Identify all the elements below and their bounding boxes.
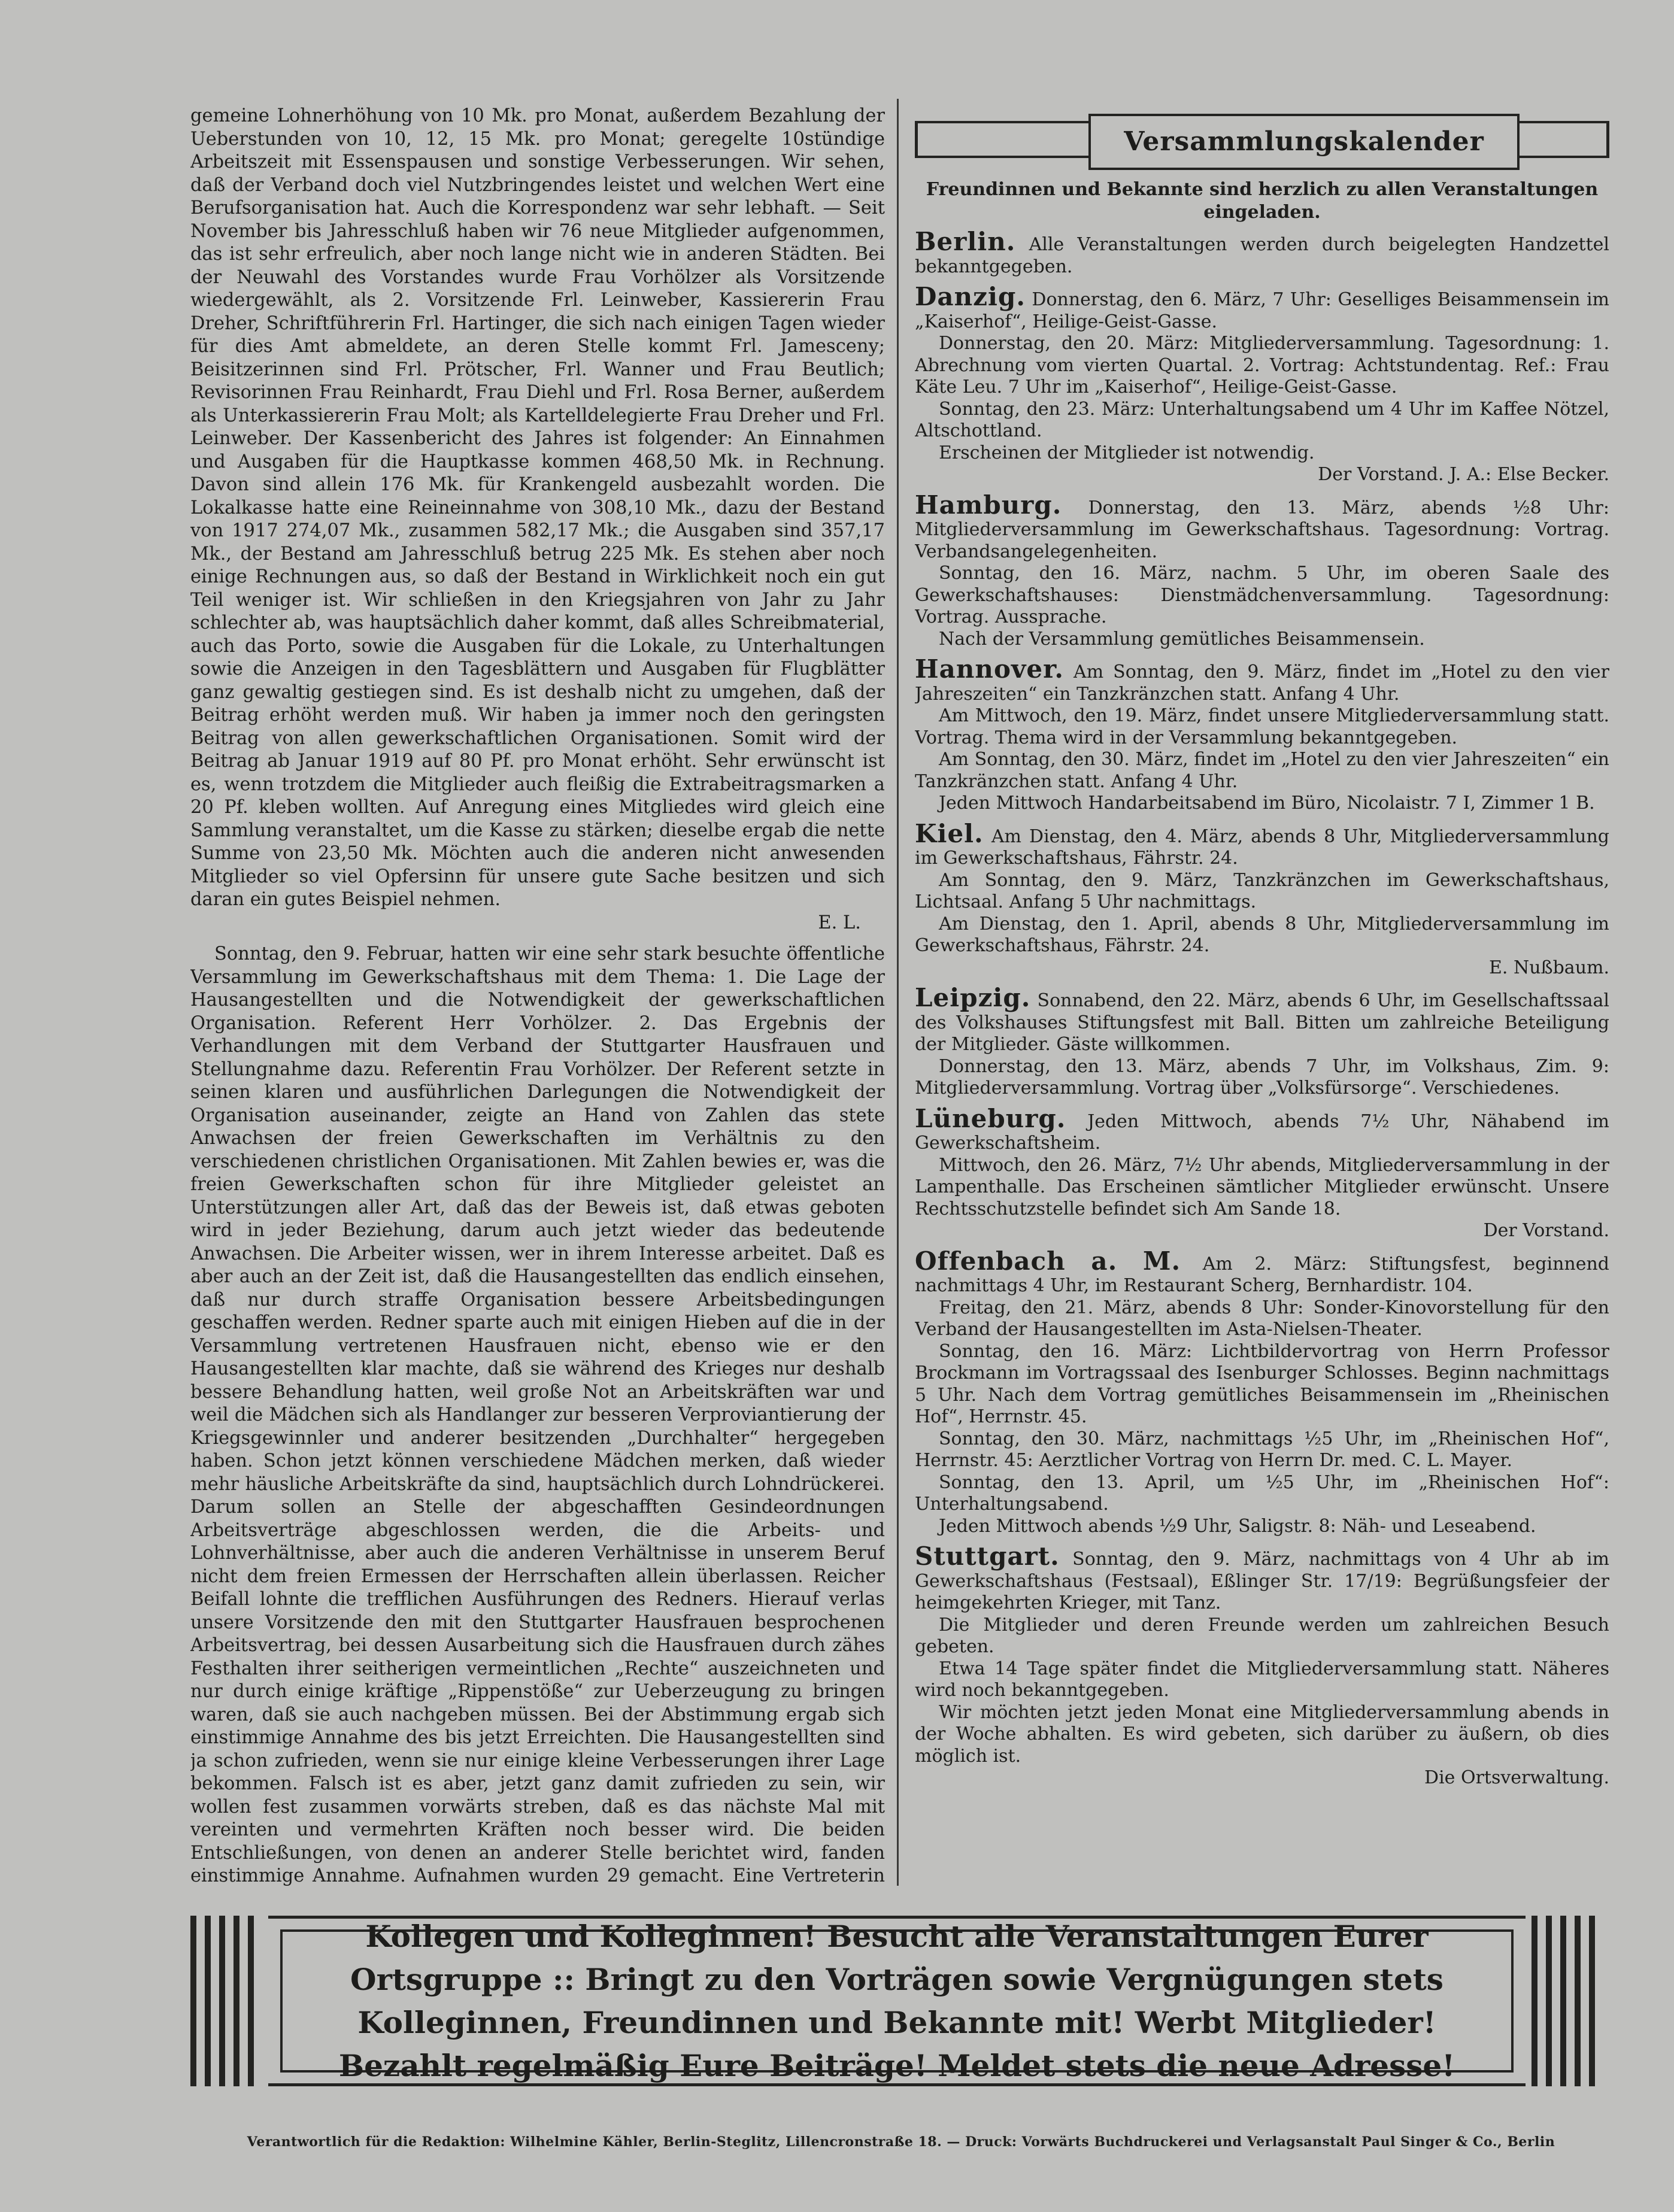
entry-text: Sonntag, den 23. März: Unterhaltungsabend um 4 Uhr im Kaffee Nötzel, Altschottland. [915,398,1609,441]
column-divider [897,99,899,1886]
entry-line [915,1297,1609,1341]
entry-text: Sonntag, den 13. April, um ½5 Uhr, im „Rheinischen Hof“: Unterhaltungsabend. [915,1471,1609,1515]
entry-line [915,399,1609,442]
banner-stripes-right [1532,1916,1603,2086]
report-text-2: Sonntag, den 9. Februar, hatten wir eine sehr stark besuchte öffentliche Versammlung im Gewerkschaftshaus mit dem Thema: 1. Die Lage der Hausangestellten und die Notwendigkeit der gewerkschaftlichen Organisation. Referent Herr Vorhölzer. 2. Das Ergebnis der Verhandlungen mit dem Verband der Stuttgarter Hausfrauen und Stellungnahme dazu. Referentin Frau Vorhölzer. Der Referent setzte in seinen klaren und ausführlichen Darlegungen die Notwendigkeit der Organisation auseinander, zeigte an Hand von Zahlen das stete Anwachsen der freien Gewerkschaften im Verhältnis zu den verschiedenen christlichen Organisationen. Mit Zahlen bewies er, was die freien Gewerkschaften schon für ihre Mitglieder geleistet an Unterstützungen aller Art, daß das der Beweis ist, daß etwas geboten wird in jeder Beziehung, darum auch jetzt wieder das bedeutende Anwachsen. Die Arbeiter wissen, wer in ihrem Interesse arbeitet. Daß es aber auch an der Zeit ist, daß die Hausangestellten das endlich einsehen, daß nur durch straffe Organisation bessere Arbeitsbedingungen geschaffen werden. Redner sparte auch mit einigen Hieben auf die in der Versammlung vertretenen Hausfrauen nicht, ebenso wie er den Hausangestellten klar machte, daß sie während des Krieges nur deshalb bessere Behandlung hatten, weil große Not an Arbeitskräften war und weil die Mädchen sich als Handlanger zur besseren Verproviantierung der Kriegsgewinnler und anderer besitzenden „Durchhalter“ hergegeben haben. Schon jetzt können verschiedene Mädchen merken, daß wieder mehr häusliche Arbeitskräfte da sind, hauptsächlich durch Lohndrückerei. Darum sollen an Stelle der abgeschafften Gesindeordnungen Arbeitsverträge abgeschlossen werden, die die Arbeits- und Lohnverhältnisse, aber auch die anderen Verhältnisse in unserem Beruf nicht dem freien Ermessen der Herrschaften allein überlassen. Reicher Beifall lohnte die trefflichen Ausführungen des Redners. Hierauf verlas unsere Vorsitzende den mit den Stuttgarter Hausfrauen besprochenen Arbeitsvertrag, bei dessen Ausarbeitung sich die Hausfrauen durch zähes Festhalten ihrer seitherigen vermeintlichen „Rechte“ auszeichneten und nur durch einige kräftige „Rippenstöße“ zur Ueberzeugung zu bringen waren, daß sie auch nachgeben müssen. Bei der Abstimmung ergab sich einstimmige Annahme des bis jetzt Erreichten. Die Hausangestellten sind ja schon zufrieden, wenn sie nur einige kleine Verbesserungen ihrer Lage bekommen. Falsch ist es aber, jetzt ganz damit zufrieden zu sein, wir wollen fest zusammen vorwärts streben, daß es das nächste Mal mit vereinten und vermehrten Kräften noch besser wird. Die beiden Entschließungen, von denen an anderer Stelle berichtet wird, fanden einstimmige Annahme. Aufnahmen wurden 29 gemacht. Eine Vertreterin [190,943,885,1886]
entry-line [915,654,1609,705]
entry-line [915,227,1609,278]
calendar-entry [915,490,1609,651]
entry-line [915,333,1609,399]
entry-text: Donnerstag, den 20. März: Mitgliederversammlung. Tagesordnung: 1. Abrechnung vom vierten Quartal. 2. Vortrag: Achtstundentag. Ref.: Frau Käte Leu. 7 Uhr im „Kaiserhof“, Heilige-Geist-Gasse. [915,333,1609,398]
entry-line [915,793,1609,815]
entry-text: Sonnabend, den 22. März, abends 6 Uhr, im Gesellschaftssaal des Volkshauses Stiftungsfest mit Ball. Bitten um zahlreiche Beteiligung der Mitglieder. Gäste willkommen. [915,990,1609,1055]
imprint-footer: Verantwortlich für die Redaktion: Wilhelmine Kähler, Berlin-Steglitz, Lillencronstraße 18. — Druck: Vorwärts Buchdruckerei und Verlagsanstalt Paul Singer & Co., Berlin [247,2134,1555,2150]
entry-text: Sonntag, den 16. März, nachm. 5 Uhr, im oberen Saale des Gewerkschaftshauses: Dienstmädchenversammlung. Tagesordnung: Vortrag. Aussprache. [915,563,1609,627]
entry-line [915,442,1609,465]
report-text-1: gemeine Lohnerhöhung von 10 Mk. pro Monat, außerdem Bezahlung der Ueberstunden von 10, 12, 15 Mk. pro Monat; geregelte 10stündige Arbeitszeit mit Essenspausen und sonstige Verbesserungen. Wir sehen, daß der Verband doch viel Nutzbringendes leistet und welchen Wert eine Berufsorganisation hat. Auch die Korrespondenz war sehr lebhaft. — Seit November bis Jahresschluß haben wir 76 neue Mitglieder aufgenommen, das ist sehr erfreulich, aber noch lange nicht wie in anderen Städten. Bei der Neuwahl des Vorstandes wurde Frau Vorhölzer als Vorsitzende wiedergewählt, als 2. Vorsitzende Frl. Leinweber, Kassiererin Frau Dreher, Schriftführerin Frl. Hartinger, die sich nach einigen Tagen wieder für dies Amt abmeldete, an deren Stelle kommt Frl. Jamesceny; Beisitzerinnen sind Frl. Prötscher, Frl. Wanner und Frau Beutlich; Revisorinnen Frau Reinhardt, Frau Diehl und Frl. Rosa Berner, außerdem als Unterkassiererin Frau Molt; als Kartelldelegierte Frau Dreher und Frl. Leinweber. Der Kassenbericht des Jahres ist folgender: An Einnahmen und Ausgaben für die Hauptkasse kommen 468,50 Mk. in Rechnung. Davon sind allein 176 Mk. für Krankengeld ausbezahlt worden. Die Lokalkasse hatte eine Reineinnahme von 308,10 Mk., dazu der Bestand von 1917 274,07 Mk., zusammen 582,17 Mk.; die Ausgaben sind 357,17 Mk., der Bestand am Jahresschluß betrug 225 Mk. Es stehen aber noch einige Rechnungen aus, so daß der Bestand in Wirklichkeit noch ein gut Teil weniger ist. Wir schließen in den Kriegsjahren von Jahr zu Jahr schlechter ab, was hauptsächlich daher kommt, daß alles Schreibmaterial, auch das Porto, sowie die Ausgaben für die Lokale, zu Unterhaltungen sowie die Anzeigen in den Tagesblättern und Ausgaben für Flugblätter ganz gewaltig gestiegen sind. Es ist deshalb nicht zu umgehen, daß der Beitrag erhöht werden muß. Wir haben ja immer noch den geringsten Beitrag von allen gewerkschaftlichen Organisationen. Somit wird der Beitrag ab Januar 1919 auf 80 Pf. pro Monat erhöht. Sehr erwünscht ist es, wenn trotzdem die Mitglieder auch fleißig die Extrabeitragsmarken a 20 Pf. kleben wollten. Auf Anregung eines Mitgliedes wird gleich eine Sammlung veranstaltet, um die Kasse zu stärken; dieselbe ergab die nette Summe von 23,50 Mk. Möchten auch die anderen nicht anwesenden Mitglieder so viel Opfersinn für unsere gute Sache besitzen und sich daran ein gutes Beispiel nehmen. [190,105,885,910]
header-cap-left [915,121,918,158]
header-cap-right [1606,121,1609,158]
entry-line [915,1542,1609,1615]
entry-signature: E. Nußbaum. [1489,957,1609,978]
entry-line [915,1702,1609,1768]
entry-line [915,1615,1609,1658]
entry-line [915,1472,1609,1516]
entry-text: Jeden Mittwoch abends ½9 Uhr, Saligstr. 8: Näh- und Leseabend. [939,1515,1536,1537]
entry-line [915,282,1609,333]
entry-text: Die Mitglieder und deren Freunde werden um zahlreichen Besuch gebeten. [915,1614,1609,1657]
entry-city: Danzig. [915,282,1026,311]
entry-city: Kiel. [915,818,984,848]
entry-text: Am Sonntag, den 30. März, findet im „Hotel zu den vier Jahreszeiten“ ein Tanzkränzchen statt. Anfang 4 Uhr. [915,749,1609,792]
entry-text: Donnerstag, den 13. März, abends 7 Uhr, im Volkshaus, Zim. 9: Mitgliederversammlung. Vortrag über „Volksfürsorge“. Verschiedenes. [915,1055,1609,1099]
calendar-entry [915,1103,1609,1242]
report-paragraph-2 [190,943,885,1889]
calendar-entry [915,983,1609,1100]
calendar-entry [915,1542,1609,1789]
entry-line [915,1341,1609,1428]
calendar-entry [915,818,1609,979]
entry-line [915,1658,1609,1702]
calendar-entry [915,282,1609,486]
left-column [190,105,885,1889]
entry-text: Alle Veranstaltungen werden durch beigelegten Handzettel bekanntgegeben. [915,234,1609,277]
entry-text: Am Sonntag, den 9. März, Tanzkränzchen im Gewerkschaftshaus, Lichtsaal. Anfang 5 Uhr nachmittags. [915,869,1609,912]
entry-text: Sonntag, den 9. März, nachmittags von 4 Uhr ab im Gewerkschaftshaus (Festsaal), Eßlinger Str. 17/19: Begrüßungsfeier der heimgekehrten Krieger, mit Tanz. [915,1549,1609,1613]
entry-text: Jeden Mittwoch, abends 7½ Uhr, Nähabend im Gewerkschaftsheim. [915,1110,1609,1154]
entry-line [915,563,1609,629]
entry-city: Hamburg. [915,490,1062,520]
entry-text: Erscheinen der Mitglieder ist notwendig. [939,442,1315,463]
entry-text: Am Dienstag, den 1. April, abends 8 Uhr, Mitgliederversammlung im Gewerkschaftshaus, Fährstr. 24. [915,913,1609,956]
entry-signature: Der Vorstand. [1483,1220,1609,1241]
entry-text: Nach der Versammlung gemütliches Beisammensein. [939,628,1425,650]
banner-frame [268,1916,1526,2086]
report-paragraph-1 [190,105,885,934]
banner-text: Kollegen und Kolleginnen! Besucht alle Veranstaltungen Eurer Ortsgruppe :: Bringt zu den Vorträgen sowie Vergnügungen stets Kolleginnen, Freundinnen und Bekannte mit! Werbt Mitglieder! Bezahlt regelmäßig Eure Beiträge! Meldet stets die neue Adresse! [280,1929,1514,2073]
entry-line [915,629,1609,651]
calendar-entries [915,227,1609,1789]
entry-city: Berlin. [915,227,1016,256]
entry-text: Freitag, den 21. März, abends 8 Uhr: Sonder-Kinovorstellung für den Verband der Hausangestellten im Asta-Nielsen-Theater. [915,1297,1609,1340]
entry-text: Am 2. März: Stiftungsfest, beginnend nachmittags 4 Uhr, im Restaurant Scherg, Bernhardistr. 104. [915,1253,1609,1296]
entry-line [915,1428,1609,1472]
entry-text: Wir möchten jetzt jeden Monat eine Mitgliederversammlung abends in der Woche abhalten. Es wird gebeten, sich darüber zu äußern, ob dies möglich ist. [915,1701,1609,1767]
entry-text: Am Sonntag, den 9. März, findet im „Hotel zu den vier Jahreszeiten“ ein Tanzkränzchen statt. Anfang 4 Uhr. [915,662,1609,705]
entry-text: Donnerstag, den 13. März, abends ½8 Uhr: Mitgliederversammlung im Gewerkschaftshaus. Tagesordnung: Vortrag. Verbandsangelegenheiten. [915,497,1609,562]
entry-line [915,749,1609,793]
right-column [915,114,1609,1898]
report-signature-1: E. L. [818,912,861,933]
entry-line [915,1056,1609,1100]
entry-line [915,983,1609,1056]
entry-text: Sonntag, den 16. März: Lichtbildervortrag von Herrn Professor Brockmann im Vortragssaal des Isenburger Schlosses. Beginn nachmittags 5 Uhr. Nach dem Vortrag gemütliches Beisammensein im „Rheinischen Hof“, Herrnstr. 45. [915,1340,1609,1427]
entry-line [915,1516,1609,1538]
appeal-banner [190,1916,1603,2086]
entry-line [915,1103,1609,1155]
entry-line [915,490,1609,563]
entry-signature: Der Vorstand. J. A.: Else Becker. [1318,464,1609,485]
entry-line [915,1246,1609,1297]
calendar-entry [915,227,1609,278]
entry-line [915,818,1609,870]
entry-city: Stuttgart. [915,1542,1060,1571]
entry-city: Leipzig. [915,983,1031,1012]
entry-city: Hannover. [915,654,1065,684]
entry-text: Sonntag, den 30. März, nachmittags ½5 Uhr, im „Rheinischen Hof“, Herrnstr. 45: Aerztlicher Vortrag von Herrn Dr. med. C. L. Mayer. [915,1428,1609,1471]
calendar-header [915,114,1609,165]
calendar-entry [915,654,1609,815]
entry-text: Mittwoch, den 26. März, 7½ Uhr abends, Mitgliederversammlung in der Lampenthalle. Das Erscheinen sämtlicher Mitglieder erwünscht. Unsere Rechtsschutzstelle befindet sich Am Sande 18. [915,1154,1609,1219]
entry-city: Offenbach a. M. [915,1246,1181,1276]
entry-signature: Die Ortsverwaltung. [1424,1767,1609,1788]
entry-city: Lüneburg. [915,1103,1066,1133]
entry-text: Jeden Mittwoch Handarbeitsabend im Büro, Nicolaistr. 7 I, Zimmer 1 B. [939,793,1595,814]
entry-line [915,914,1609,957]
calendar-title: Versammlungskalender [1088,114,1520,170]
entry-line [915,705,1609,749]
entry-line [915,1155,1609,1221]
entry-text: Donnerstag, den 6. März, 7 Uhr: Geselliges Beisammensein im „Kaiserhof“, Heilige-Geist-Gasse. [915,289,1609,332]
entry-line [915,870,1609,914]
entry-text: Am Dienstag, den 4. März, abends 8 Uhr, Mitgliederversammlung im Gewerkschaftshaus, Fährstr. 24. [915,826,1609,869]
banner-stripes-left [190,1916,262,2086]
entry-text: Etwa 14 Tage später findet die Mitgliederversammlung statt. Näheres wird noch bekanntgegeben. [915,1658,1609,1701]
calendar-entry [915,1246,1609,1538]
calendar-invite: Freundinnen und Bekannte sind herzlich zu allen Veranstaltungen eingeladen. [926,179,1599,223]
entry-text: Am Mittwoch, den 19. März, findet unsere Mitgliederversammlung statt. Vortrag. Thema wird in der Versammlung bekanntgegeben. [915,705,1609,748]
